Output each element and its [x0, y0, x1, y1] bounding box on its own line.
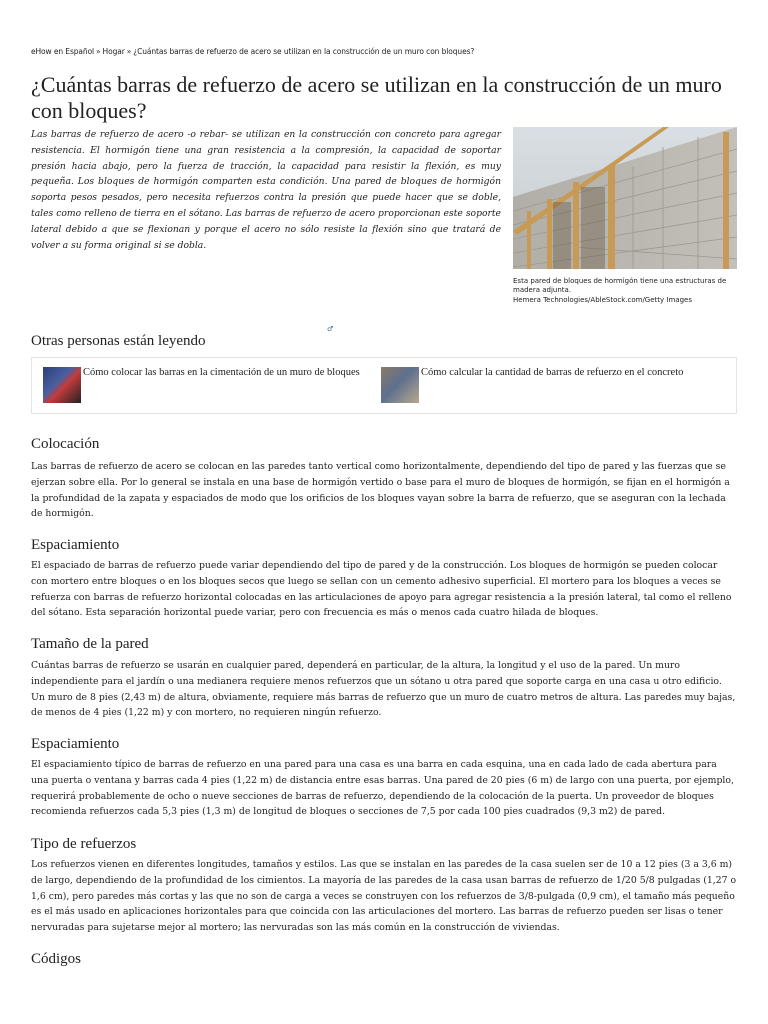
article-intro: Las barras de refuerzo de acero -o rebar- se utilizan en la construcción con concreto para agregar resistencia. El hormigón tiene una gran resistencia a la compresión, la capacidad de soportar presión hacia abajo, pero la fuerza de tracción, la capacidad para resistir la flexión, es muy pequeña. Los bloques de hormigón comparten esta condición. Una pared de bloques de hormigón soporta pesos pesados, pero necesita refuerzos contra la presión que puede hacer que se doble, tales como relleno de tierra en el sótano. Las barras de refuerzo de acero proporcionan este soporte lateral debido a que se flexionan y porque el acero no sólo resiste la flexión sino que tratará de volver a su forma original si se dobla.	[31, 129, 501, 251]
related-thumbnail[interactable]	[43, 367, 81, 403]
breadcrumb	[31, 47, 474, 56]
section-heading-tipo-refuerzos: Tipo de refuerzos	[31, 836, 137, 852]
breadcrumb-current: ¿Cuántas barras de refuerzo de acero se utilizan en la construcción de un muro con bloques?	[133, 47, 475, 56]
section-heading-colocacion: Colocación	[31, 436, 100, 452]
section-heading-codigos: Códigos	[31, 951, 82, 967]
section-heading-espaciamiento-2: Espaciamiento	[31, 736, 120, 752]
related-item[interactable]	[381, 367, 721, 403]
small-link-icon[interactable]: ♂	[327, 325, 334, 333]
breadcrumb-separator: »	[126, 47, 132, 56]
section-text-tamano-pared: Cuántas barras de refuerzo se usarán en cualquier pared, dependerá en particular, de la altura, la longitud y el uso de la pared. Un muro independiente para el jardín o una medianera requiere menos refuerzos que un sótano u otra pared que soporte carga en una casa u otro edificio. Un muro de 8 pies (2,43 m) de altura, obviamente, requiere más barras de refuerzo que un muro de cuatro metros de altura. Las paredes muy bajas, de menos de 4 pies (1,22 m) y con mortero, no requieren ningún refuerzo.	[31, 660, 736, 719]
breadcrumb-category-link[interactable]: Hogar	[102, 47, 125, 56]
section-text-espaciamiento: El espaciado de barras de refuerzo puede variar dependiendo del tipo de pared y de la construcción. Los bloques de hormigón se pueden colocar con mortero entre bloques o en los bloques secos que luego se sellan con un cemento adhesivo superficial. El mortero para los bloques a veces se refuerza con barras de refuerzo horizontal colocadas en las articulaciones de apoyo para agregar resistencia a la presión lateral, tal como el relleno del sótano. Esta separación horizontal puede variar, pero con frecuencia es más o menos cada cuatro hilada de bloques.	[31, 560, 732, 619]
page-title: ¿Cuántas barras de refuerzo de acero se utilizan en la construcción de un muro con bloques?	[31, 72, 722, 123]
breadcrumb-home-link[interactable]: eHow en Español	[31, 47, 95, 56]
concrete-block-wall-image	[513, 127, 737, 269]
related-link[interactable]: Cómo colocar las barras en la cimentación de un muro de bloques	[83, 367, 360, 378]
section-text-espaciamiento-2: El espaciamiento típico de barras de refuerzo en una pared para una casa es una barra en cada esquina, una en cada lado de cada abertura para una puerta o ventana y barras cada 4 pies (1,22 m) de distancia entre esas barras. Una pared de 20 pies (6 m) de largo con una puerta, por ejemplo, requerirá probablemente de ocho o nueve secciones de barras de refuerzo, dependiendo de la colocación de la puerta. Un proveedor de bloques recomienda refuerzos cada 5,3 pies (1,3 m) de longitud de bloques o secciones de 7,5 por cada 100 pies cuadrados (9,3 m2) de pared.	[31, 759, 734, 818]
figure-caption: Esta pared de bloques de hormigón tiene una estructuras de madera adjunta.	[513, 277, 727, 294]
figure-credit: Hemera Technologies/AbleStock.com/Getty Images	[513, 296, 692, 304]
breadcrumb-separator: »	[96, 47, 101, 56]
section-text-colocacion: Las barras de refuerzo de acero se colocan en las paredes tanto vertical como horizontalmente, dependiendo del tipo de pared y las fuerzas que se ejerzan sobre ella. Por lo general se instala en una base de hormigón vertido o base para el muro de bloques de hormigón, se fijan en el hormigón a la profundidad de la zapata y espaciados de modo que los orificios de los bloques vayan sobre la barra de refuerzo, que se aseguran con la lechada de hormigón.	[31, 461, 730, 520]
related-thumbnail[interactable]	[381, 367, 419, 403]
wall-photo	[513, 127, 737, 269]
related-item[interactable]	[43, 367, 383, 403]
related-articles-box	[31, 357, 737, 414]
related-heading: Otras personas están leyendo	[31, 333, 206, 349]
article-figure	[513, 127, 737, 305]
section-text-tipo-refuerzos: Los refuerzos vienen en diferentes longitudes, tamaños y estilos. Las que se instalan en las paredes de la casa suelen ser de 10 a 12 pies (3 a 3,6 m) de largo, dependiendo de la profundidad de los cimientos. La mayoría de las paredes de la casa usan barras de refuerzo de 1/20 5/8 pulgadas (1,27 o 1,6 cm), pero paredes más cortas y las que no son de carga a veces se construyen con los refuerzos de 3/8-pulgada (0,9 cm), el tamaño más pequeño es el más usado en aplicaciones horizontales para que coincida con las articulaciones del mortero. Las barras de refuerzo pueden ser lisas o tener nervuradas para sujetarse mejor al mortero; las nervuradas son las más común en la construcción de viviendas.	[31, 859, 737, 934]
related-link[interactable]: Cómo calcular la cantidad de barras de refuerzo en el concreto	[421, 367, 684, 378]
section-heading-espaciamiento: Espaciamiento	[31, 537, 120, 553]
section-heading-tamano-pared: Tamaño de la pared	[31, 636, 149, 652]
